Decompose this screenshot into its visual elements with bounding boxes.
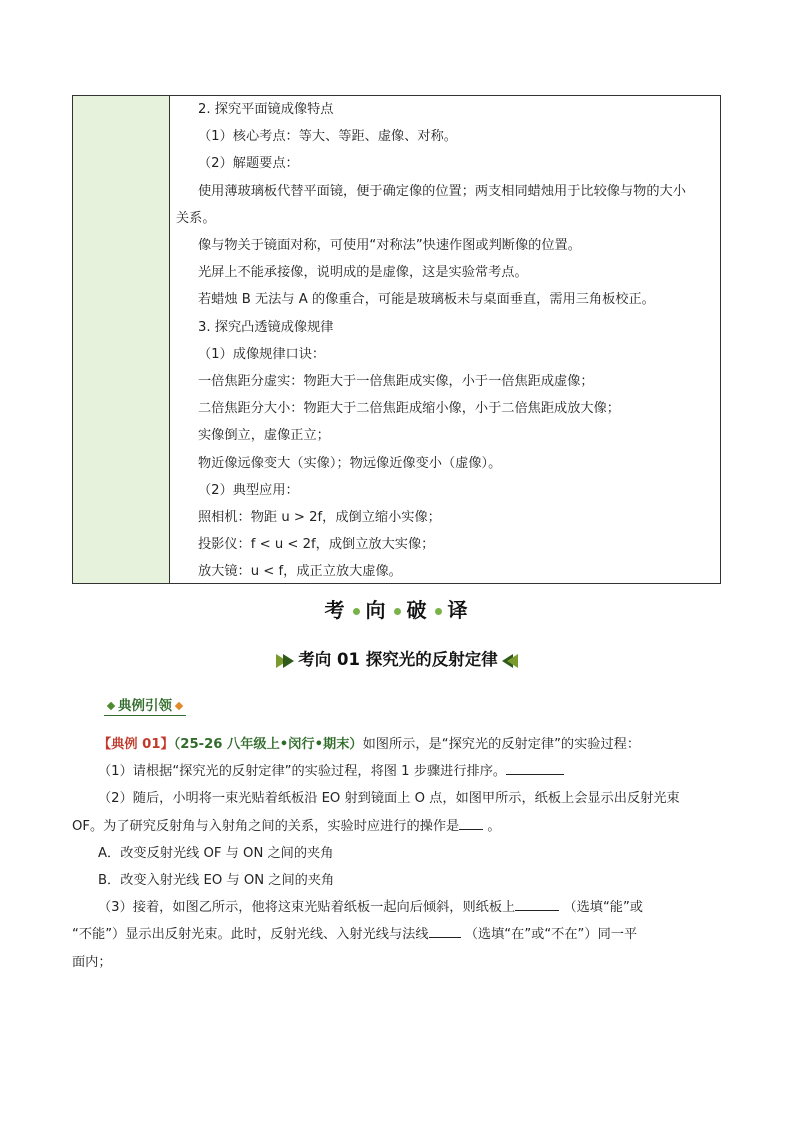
table-line: 物近像远像变大（实像）；物远像近像变小（虚像）。 [198,455,502,471]
example-label: 典例引领 [104,694,186,716]
table-line: 一倍焦距分虚实：物距大于一倍焦距成实像，小于一倍焦距成虚像； [198,374,594,390]
table-line: 光屏上不能承接像，说明成的是虚像，这是实验常考点。 [198,265,528,281]
answer-blank[interactable] [506,760,564,775]
table-line: 若蜡烛 B 无法与 A 的像重合，可能是玻璃板未与桌面垂直，需用三角板校正。 [198,292,655,308]
example-intro: 【典例 01】（25-26 八年级上•闵行•期末）如图所示，是“探究光的反射定律”的实验过程： [98,737,641,752]
section-title: 考 向 破 译 [324,598,470,622]
knowledge-table [72,95,721,584]
question-3-line-1: （3）接着，如图乙所示，他将这束光贴着纸板一起向后倾斜，则纸板上 （选填“能”或 [72,894,722,921]
answer-blank[interactable] [515,896,559,911]
table-line: 3. 探究凸透镜成像规律 [198,319,334,335]
table-line: 二倍焦距分大小：物距大于二倍焦距成缩小像，小于二倍焦距成放大像； [198,401,620,417]
question-3-line-3: 面内； [72,954,112,970]
table-line: （2）典型应用： [198,482,299,498]
dot-icon [353,608,360,615]
table-line: （2）解题要点： [198,156,299,172]
table-line: 像与物关于镜面对称，可使用“对称法”快速作图或判断像的位置。 [198,238,581,254]
table-line: （1）成像规律口诀： [198,346,326,362]
question-2-line-1: （2）随后，小明将一束光贴着纸板沿 EO 射到镜面上 O 点，如图甲所示，纸板上会显示出反射光束 [98,791,680,807]
table-line: 使用薄玻璃板代替平面镜，便于确定像的位置；两支相同蜡烛用于比较像与物的大小 [198,183,686,199]
answer-blank[interactable] [429,923,461,938]
table-line: 投影仪：f < u < 2f，成倒立放大实像； [198,537,435,553]
option-a: A．改变反射光线 OF 与 ON 之间的夹角 [98,845,334,861]
question-2-line-2: OF。为了研究反射角与入射角之间的关系，实验时应进行的操作是 。 [72,813,722,840]
table-line: 照相机：物距 u > 2f，成倒立缩小实像； [198,510,441,526]
diamond-icon [175,702,183,710]
question-1: （1）请根据“探究光的反射定律”的实验过程，将图 1 步骤进行排序。 [72,758,722,785]
dot-icon [394,608,401,615]
table-line: （1）核心考点：等大、等距、虚像、对称。 [198,129,457,145]
example-body [72,731,722,976]
topic-title: 考向 01 探究光的反射定律 [0,646,794,670]
example-tag: 【典例 01】 [98,737,174,752]
answer-blank[interactable] [459,815,483,830]
table-line: 2. 探究平面镜成像特点 [198,102,334,117]
example-source: （25-26 八年级上•闵行•期末） [173,737,363,752]
table-left-cell [73,96,170,583]
table-line: 放大镜：u < f，成正立放大虚像。 [198,564,402,580]
arrow-left-icon [507,654,518,668]
option-b: B．改变入射光线 EO 与 ON 之间的夹角 [98,873,335,889]
table-line: 关系。 [176,210,216,226]
arrow-right-icon [283,654,294,668]
dot-icon [435,608,442,615]
diamond-icon [107,702,115,710]
question-3-line-2: “不能”）显示出反射光束。此时，反射光线、入射光线与法线 （选填“在”或“不在”）同一平 [72,921,722,948]
table-right-cell [170,96,720,583]
table-line: 实像倒立，虚像正立； [198,428,330,444]
